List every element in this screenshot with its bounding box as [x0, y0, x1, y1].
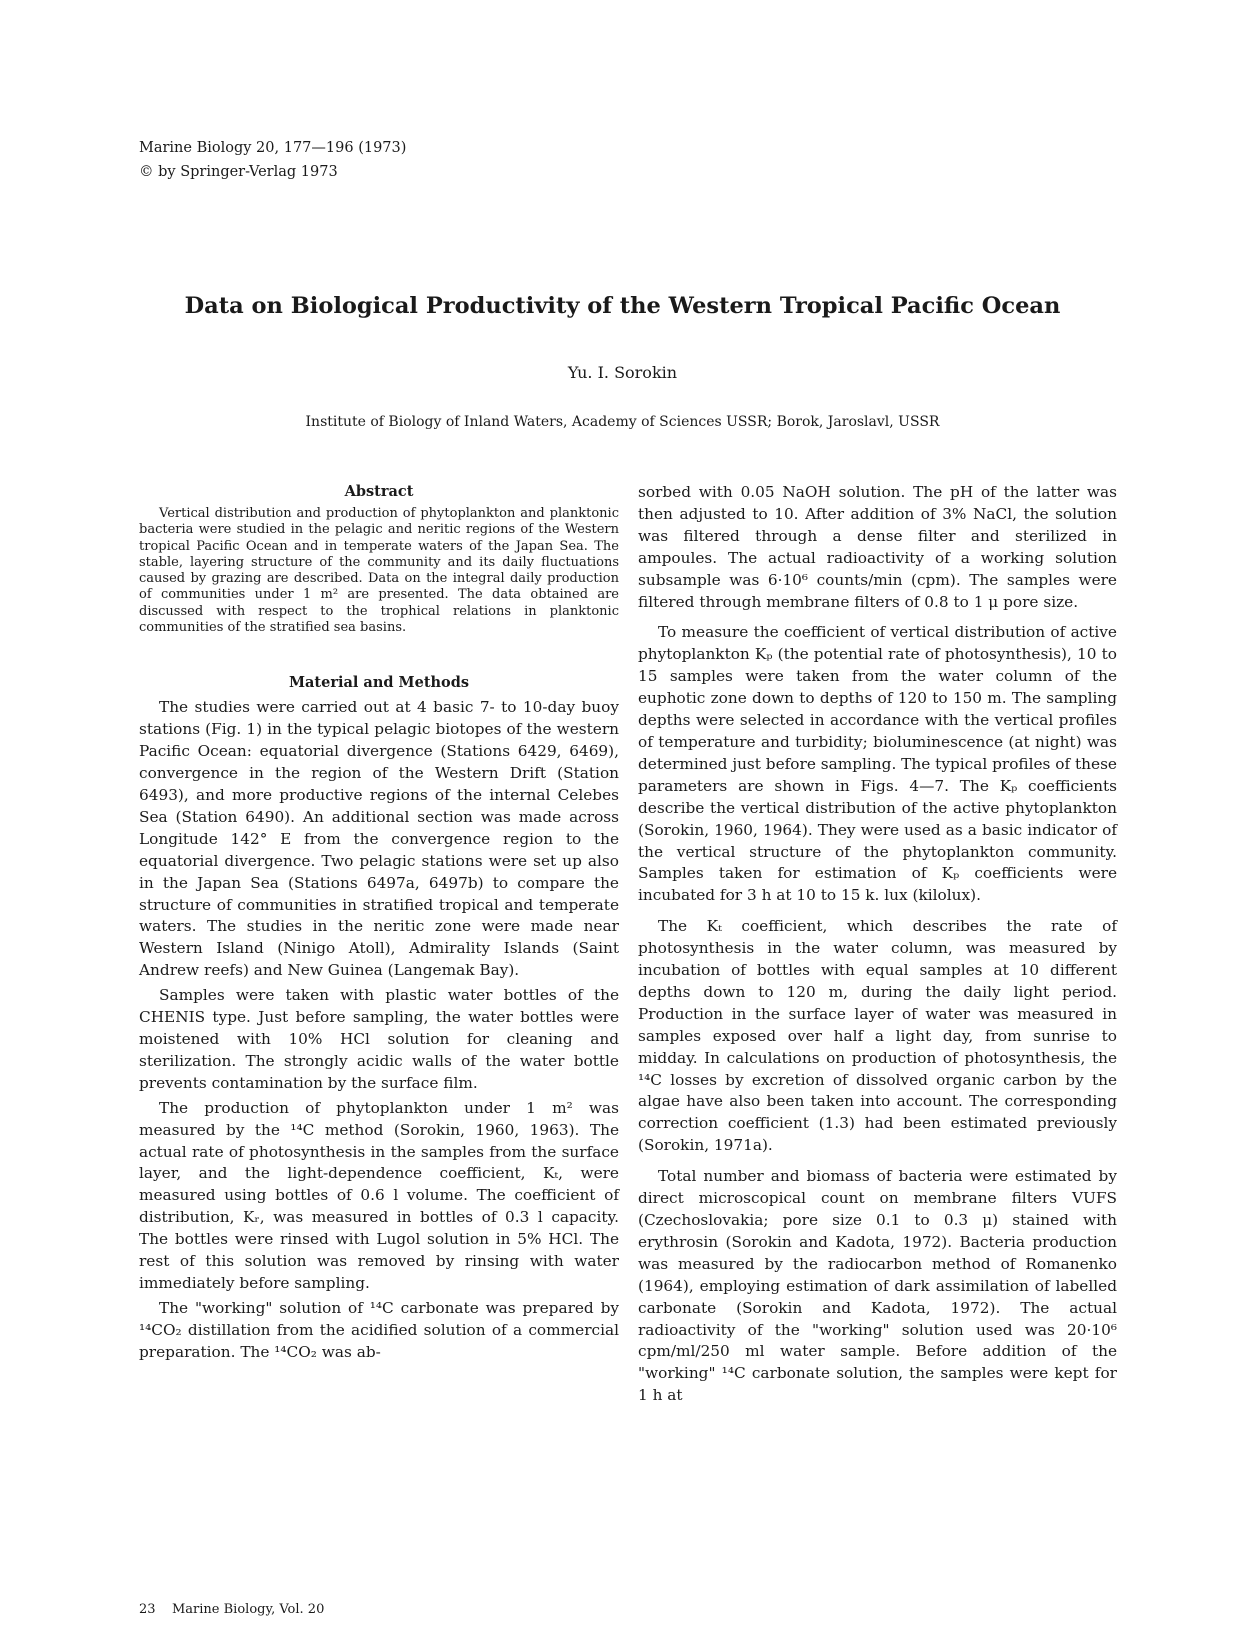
methods-paragraph-6: To measure the coefficient of vertical distribution of active phytoplankton Kₚ (the potential rate of photosynthesis), 10 to 15 samples were taken from the water column of the euphotic zone down to depths of 120 to 150 m. The sampling depths were selected in accordance with the vertical profiles of temperature and turbidity; bioluminescence (at night) was determined just before sampling. The typical profiles of these parameters are shown in Figs. 4—7. The Kₚ coefficients describe the vertical distribution of the active phytoplankton (Sorokin, 1960, 1964). They were used as a basic indicator of the vertical structure of the phytoplankton community. Samples taken for estimation of Kₚ coefficients were incubated for 3 h at 10 to 15 k. lux (kilolux).: [638, 623, 1117, 905]
methods-paragraph-7: The Kₜ coefficient, which describes the rate of photosynthesis in the water column, was measured by incubation of bottles with equal samples at 10 different depths down to 120 m, during the daily light period. Production in the surface layer of water was measured in samples exposed over half a light day, from sunrise to midday. In calculations on production of photosynthesis, the ¹⁴C losses by excretion of dissolved organic carbon by the algae have also been taken into account. The corresponding correction coefficient (1.3) had been estimated previously (Sorokin, 1971a).: [638, 917, 1117, 1155]
methods-heading: Material and Methods: [288, 674, 470, 692]
copyright-line: © by Springer-Verlag 1973: [139, 164, 338, 180]
methods-paragraph-4: The "working" solution of ¹⁴C carbonate was prepared by ¹⁴CO₂ distillation from the acidified solution of a commercial preparation. The ¹⁴CO₂ was ab-: [139, 1298, 619, 1361]
abstract-text: Vertical distribution and production of phytoplankton and planktonic bacteria were studied in the pelagic and neritic regions of the Western tropical Pacific Ocean and in temperate waters of the Japan Sea. The stable, layering structure of the community and its daily fluctuations caused by grazing are described. Data on the integral daily production of communities under 1 m² are presented. The data obtained are discussed with respect to the trophical relations in planktonic communities of the stratified sea basins.: [139, 506, 619, 636]
journal-citation: Marine Biology 20, 177—196 (1973): [139, 140, 407, 156]
methods-paragraph-2: Samples were taken with plastic water bottles of the CHENIS type. Just before sampling, the water bottles were moistened with 10% HCl solution for cleaning and sterilization. The strongly acidic walls of the water bottle prevents contamination by the surface film.: [139, 986, 619, 1092]
methods-paragraph-5: sorbed with 0.05 NaOH solution. The pH of the latter was then adjusted to 10. After addition of 3% NaCl, the solution was filtered through a dense filter and sterilized in ampoules. The actual radioactivity of a working solution subsample was 6·10⁶ counts/min (cpm). The samples were filtered through membrane filters of 0.8 to 1 μ pore size.: [638, 483, 1117, 611]
author-name: Yu. I. Sorokin: [567, 363, 678, 382]
left-column: [139, 482, 619, 1364]
page-number: 23: [139, 1602, 156, 1617]
methods-paragraph-8: Total number and biomass of bacteria were estimated by direct microscopical count on membrane filters VUFS (Czechoslovakia; pore size 0.1 to 0.3 μ) stained with erythrosin (Sorokin and Kadota, 1972). Bacteria production was measured by the radiocarbon method of Romanenko (1964), employing estimation of dark assimilation of labelled carbonate (Sorokin and Kadota, 1972). The actual radioactivity of the "working" solution used was 20·10⁶ cpm/ml/250 ml water sample. Before addition of the "working" ¹⁴C carbonate solution, the samples were kept for 1 h at: [638, 1167, 1117, 1405]
right-column: [638, 482, 1117, 1407]
page-footer: [139, 1602, 324, 1617]
author-affiliation: Institute of Biology of Inland Waters, Academy of Sciences USSR; Borok, Jaroslavl, USSR: [305, 414, 940, 430]
methods-paragraph-1: The studies were carried out at 4 basic 7- to 10-day buoy stations (Fig. 1) in the typical pelagic biotopes of the western Pacific Ocean: equatorial divergence (Stations 6429, 6469), convergence in the region of the Western Drift (Station 6493), and more productive regions of the internal Celebes Sea (Station 6490). An additional section was made across Longitude 142° E from the convergence region to the equatorial divergence. Two pelagic stations were set up also in the Japan Sea (Stations 6497a, 6497b) to compare the structure of communities in stratified tropical and temperate waters. The studies in the neritic zone were made near Western Island (Ninigo Atoll), Admirality Islands (Saint Andrew reefs) and New Guinea (Langemak Bay).: [139, 698, 619, 980]
running-title: Marine Biology, Vol. 20: [172, 1602, 325, 1617]
paper-title: Data on Biological Productivity of the Western Tropical Pacific Ocean: [184, 293, 1061, 319]
journal-header: [139, 136, 406, 184]
methods-paragraph-3: The production of phytoplankton under 1 m² was measured by the ¹⁴C method (Sorokin, 1960, 1963). The actual rate of photosynthesis in the samples from the surface layer, and the light-dependence coefficient, Kₜ, were measured using bottles of 0.6 l volume. The coefficient of distribution, Kᵣ, was measured in bottles of 0.3 l capacity. The bottles were rinsed with Lugol solution in 5% HCl. The rest of this solution was removed by rinsing with water immediately before sampling.: [139, 1098, 619, 1292]
abstract-heading: Abstract: [344, 483, 414, 500]
